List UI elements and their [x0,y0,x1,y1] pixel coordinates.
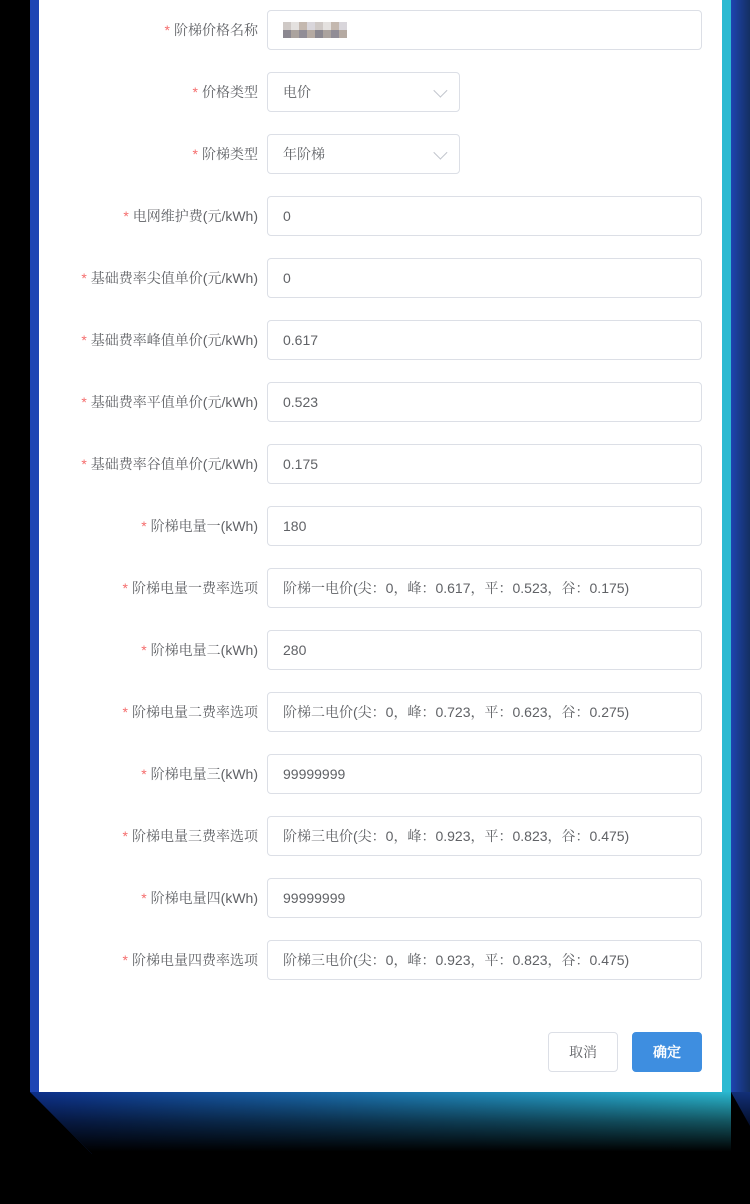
field-label-text: 基础费率谷值单价(元/kWh) [90,456,258,472]
required-asterisk: * [81,456,87,472]
form-row-tier-4-rate-option [39,940,722,980]
input-value: 阶梯一电价(尖：0，峰：0.617，平：0.523，谷：0.175) [283,580,630,596]
field-label-text: 阶梯电量四费率选项 [132,952,258,968]
tier-energy-2-input[interactable] [267,630,702,670]
dialog-footer [548,1032,702,1072]
input-value: 0 [283,208,291,224]
field-label-text: 阶梯电量一(kWh) [150,518,258,534]
required-asterisk: * [164,22,170,38]
form-row-base-valley-price [39,444,722,484]
selected-value: 年阶梯 [283,146,325,162]
frame-bottom-glow-band [30,1092,731,1154]
tier-2-rate-option-input[interactable] [267,692,702,732]
field-label [39,320,258,360]
frame-right-cyan-strip [722,0,731,1096]
field-label-text: 阶梯电量二(kWh) [150,642,258,658]
input-value: 99999999 [283,766,346,782]
required-asterisk: * [122,704,128,720]
field-label-text: 阶梯电量二费率选项 [132,704,258,720]
input-value: 0.523 [283,394,319,410]
input-value: 280 [283,642,307,658]
field-label [39,72,258,112]
form-row-grid-maintenance-fee [39,196,722,236]
form-row-tier-energy-1 [39,506,722,546]
chevron-down-icon [433,84,447,98]
input-value: 0.617 [283,332,319,348]
required-asterisk: * [141,890,147,906]
input-value: 阶梯三电价(尖：0，峰：0.923，平：0.823，谷：0.475) [283,952,630,968]
field-label-text: 阶梯价格名称 [174,22,258,38]
form-row-tier-type [39,134,722,174]
form-row-tier-1-rate-option [39,568,722,608]
input-value: 180 [283,518,307,534]
field-label [39,816,258,856]
required-asterisk: * [192,84,198,100]
form-row-tier-3-rate-option [39,816,722,856]
input-value: 0 [283,270,291,286]
field-label-text: 阶梯电量一费率选项 [132,580,258,596]
field-label [39,754,258,794]
required-asterisk: * [81,332,87,348]
tier-energy-4-input[interactable] [267,878,702,918]
required-asterisk: * [192,146,198,162]
field-label-text: 价格类型 [202,84,258,100]
field-label-text: 阶梯类型 [202,146,258,162]
field-label [39,568,258,608]
form-row-price-name [39,10,722,50]
form-row-base-flat-price [39,382,722,422]
base-peak-price-input[interactable] [267,320,702,360]
required-asterisk: * [81,270,87,286]
form-row-tier-energy-2 [39,630,722,670]
redacted-value [283,22,347,38]
required-asterisk: * [81,394,87,410]
cancel-button[interactable]: 取消 [548,1032,618,1072]
frame-bottom-right-wedge [731,1092,750,1126]
confirm-button[interactable]: 确定 [632,1032,702,1072]
field-label [39,134,258,174]
field-label [39,382,258,422]
field-label [39,258,258,298]
field-label-text: 阶梯电量三(kWh) [150,766,258,782]
required-asterisk: * [122,952,128,968]
form-row-tier-2-rate-option [39,692,722,732]
grid-maintenance-fee-input[interactable] [267,196,702,236]
field-label [39,630,258,670]
form-row-price-type [39,72,722,112]
tier-4-rate-option-input[interactable] [267,940,702,980]
form-row-base-peak-price [39,320,722,360]
field-label [39,940,258,980]
form-row-base-sharp-price [39,258,722,298]
required-asterisk: * [122,580,128,596]
tier-energy-3-input[interactable] [267,754,702,794]
field-label [39,10,258,50]
field-label [39,692,258,732]
required-asterisk: * [141,766,147,782]
field-label-text: 基础费率峰值单价(元/kWh) [90,332,258,348]
required-asterisk: * [123,208,129,224]
required-asterisk: * [141,518,147,534]
tier-3-rate-option-input[interactable] [267,816,702,856]
frame-right-blue-band [731,0,750,1092]
field-label-text: 阶梯电量四(kWh) [150,890,258,906]
field-label-text: 基础费率尖值单价(元/kWh) [90,270,258,286]
tiered-price-form-modal [39,0,722,1092]
frame-left-strip [30,0,39,1092]
field-label-text: 阶梯电量三费率选项 [132,828,258,844]
base-valley-price-input[interactable] [267,444,702,484]
form-row-tier-energy-3 [39,754,722,794]
field-label [39,196,258,236]
price-type-select[interactable] [267,72,460,112]
form-row-tier-energy-4 [39,878,722,918]
input-value: 阶梯三电价(尖：0，峰：0.923，平：0.823，谷：0.475) [283,828,630,844]
tier-type-select[interactable] [267,134,460,174]
selected-value: 电价 [283,84,311,100]
tier-energy-1-input[interactable] [267,506,702,546]
base-flat-price-input[interactable] [267,382,702,422]
input-value: 阶梯二电价(尖：0，峰：0.723，平：0.623，谷：0.275) [283,704,630,720]
chevron-down-icon [433,146,447,160]
tier-1-rate-option-input[interactable] [267,568,702,608]
field-label-text: 基础费率平值单价(元/kWh) [90,394,258,410]
input-value: 0.175 [283,456,319,472]
field-label [39,444,258,484]
required-asterisk: * [141,642,147,658]
field-label-text: 电网维护费(元/kWh) [132,208,258,224]
field-label [39,506,258,546]
tiered-price-name-input[interactable] [267,10,702,50]
field-label [39,878,258,918]
required-asterisk: * [122,828,128,844]
base-sharp-price-input[interactable] [267,258,702,298]
input-value: 99999999 [283,890,346,906]
